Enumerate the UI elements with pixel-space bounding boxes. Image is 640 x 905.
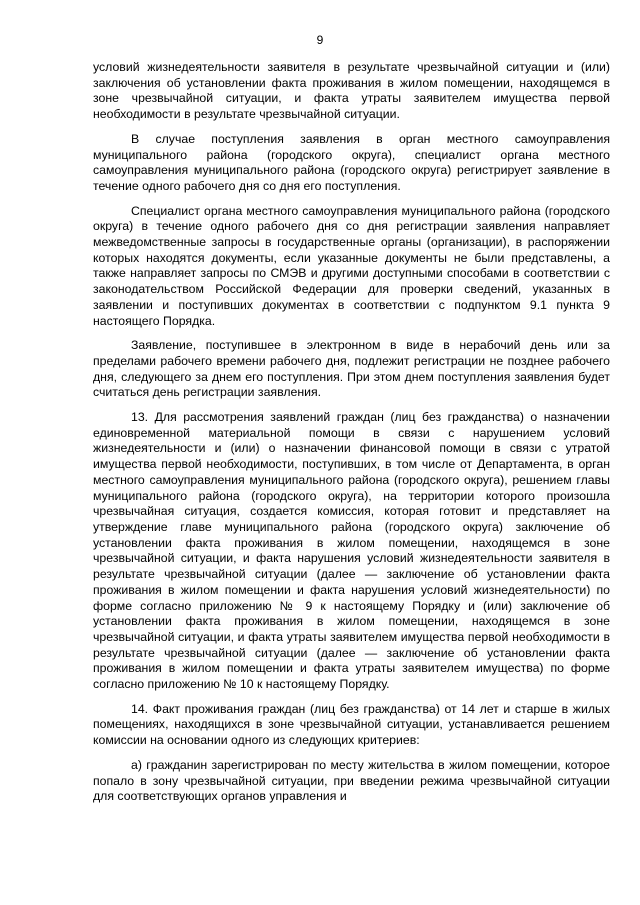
- paragraph-interagency-requests: Специалист органа местного самоуправления муниципального района (городского округа) в течение одного рабочего дня со дня регистрации заявления направляет межведомственные запросы в государственные органы (организации), в распоряжении которых находятся документы, если указанные документы не были представлены, а также направляет запросы по СМЭВ и другими доступными способами в соответствии с законодательством Российской Федерации для проверки сведений, указанных в заявлении и поступивших документах в соответствии с подпунктом 9.1 пункта 9 настоящего Порядка.: [93, 203, 610, 328]
- paragraph-electronic-submission: Заявление, поступившее в электронном в виде в нерабочий день или за пределами рабочего времени рабочего дня, подлежит регистрации не позднее рабочего дня, следующего за днем его поступления. При этом днем поступления заявления будет считаться день регистрации заявления.: [93, 338, 610, 400]
- document-body: [93, 60, 610, 814]
- paragraph-item-13: 13. Для рассмотрения заявлений граждан (лиц без гражданства) о назначении единовременной материальной помощи в связи с нарушением условий жизнедеятельности и (или) о назначении финансовой помощи в связи с утратой имущества первой необходимости, поступивших, в том числе от Департамента, в орган местного самоуправления муниципального района (городского округа), решением главы муниципального района (городского округа), на территории которого произошла чрезвычайная ситуация, создается комиссия, которая готовит и представляет на утверждение главе муниципального района (городского округа) заключение об установлении факта проживания в жилом помещении, находящемся в зоне чрезвычайной ситуации, и факта нарушения условий жизнедеятельности заявителя в результате чрезвычайной ситуации (далее — заключение об установлении факта проживания в жилом помещении и факта нарушения условий жизнедеятельности) по форме согласно приложению № 9 к настоящему Порядку и (или) заключение об установлении факта проживания в жилом помещении, находящемся в зоне чрезвычайной ситуации, и факта утраты заявителем имущества первой необходимости в результате чрезвычайной ситуации (далее — заключение об установлении факта проживания в жилом помещении и факта утраты заявителем имущества) по форме согласно приложению № 10 к настоящему Порядку.: [93, 410, 610, 692]
- paragraph-item-14: 14. Факт проживания граждан (лиц без гражданства) от 14 лет и старше в жилых помещениях, находящихся в зоне чрезвычайной ситуации, устанавливается решением комиссии на основании одного из следующих критериев:: [93, 701, 610, 748]
- paragraph-item-14a: а) гражданин зарегистрирован по месту жительства в жилом помещении, которое попало в зону чрезвычайной ситуации, при введении режима чрезвычайной ситуации для соответствующих органов управления и: [93, 757, 610, 804]
- paragraph-continuation: условий жизнедеятельности заявителя в результате чрезвычайной ситуации и (или) заключения об установлении факта проживания в жилом помещении, находящемся в зоне чрезвычайной ситуации, и факта утраты заявителем имущества первой необходимости в результате чрезвычайной ситуации.: [93, 60, 610, 122]
- paragraph-registration: В случае поступления заявления в орган местного самоуправления муниципального района (городского округа), специалист органа местного самоуправления муниципального района (городского округа) регистрирует заявление в течение одного рабочего дня со дня его поступления.: [93, 131, 610, 193]
- page-number: 9: [316, 33, 324, 47]
